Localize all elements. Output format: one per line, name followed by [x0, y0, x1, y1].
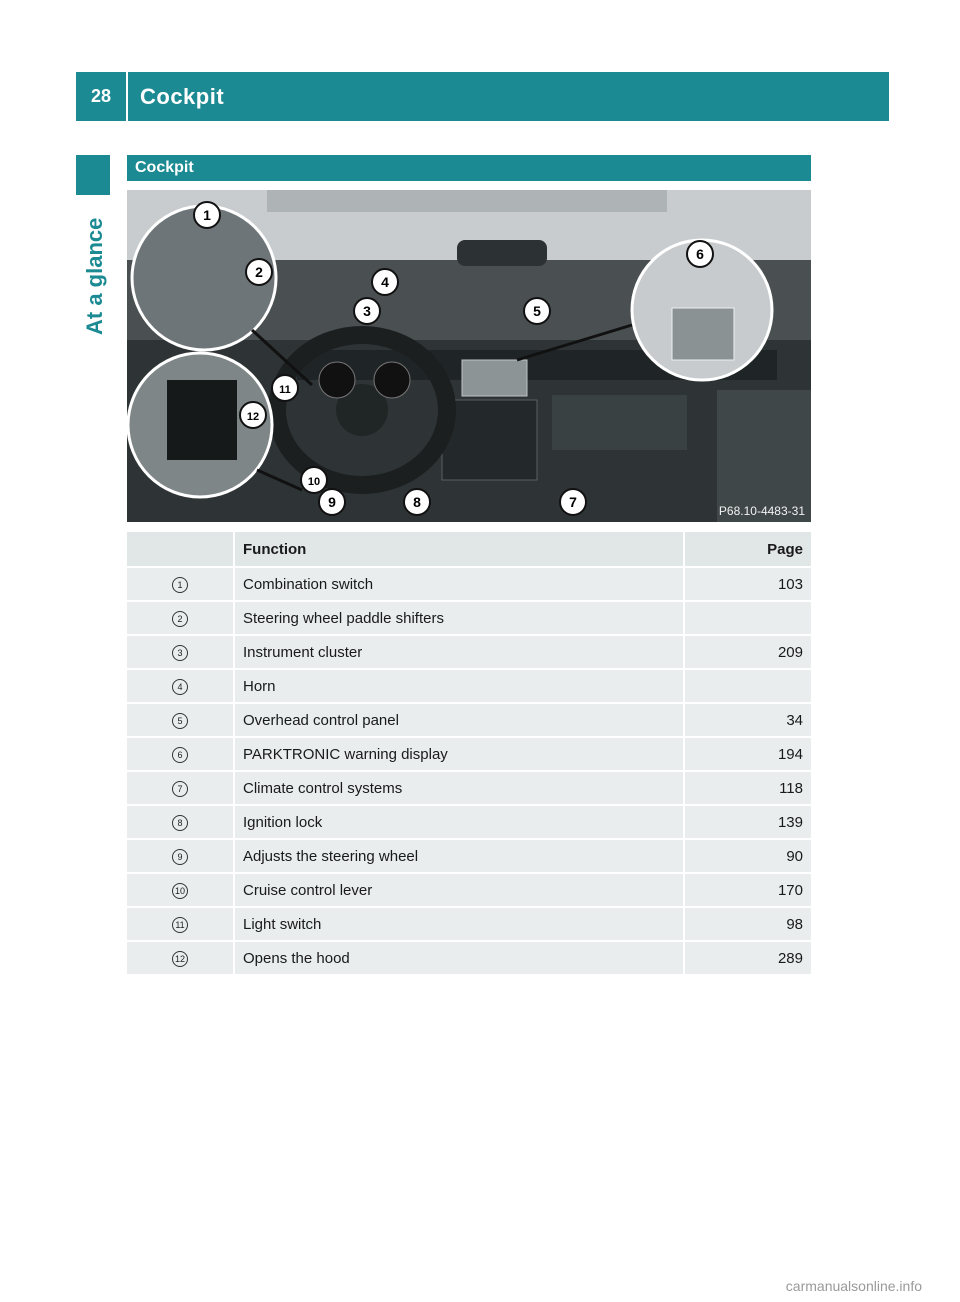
callout-7	[560, 489, 586, 515]
row-function: Combination switch	[235, 568, 685, 602]
table-row	[127, 874, 811, 908]
callout-1	[194, 202, 220, 228]
header-num	[127, 532, 235, 568]
svg-text:7: 7	[569, 494, 577, 510]
callout-3	[354, 298, 380, 324]
table-row	[127, 806, 811, 840]
row-page	[685, 670, 811, 704]
row-function: Climate control systems	[235, 772, 685, 806]
table-row	[127, 942, 811, 976]
row-page: 170	[685, 874, 811, 908]
row-number: 9	[172, 849, 188, 865]
row-function: Steering wheel paddle shifters	[235, 602, 685, 636]
callout-12	[240, 402, 266, 428]
table-row	[127, 568, 811, 602]
page-number: 28	[76, 72, 128, 121]
svg-text:6: 6	[696, 246, 704, 262]
svg-text:3: 3	[363, 303, 371, 319]
row-function: Adjusts the steering wheel	[235, 840, 685, 874]
watermark: carmanualsonline.info	[785, 1278, 922, 1294]
section-heading	[127, 155, 811, 181]
row-page	[685, 602, 811, 636]
row-number: 2	[172, 611, 188, 627]
table-header-row	[127, 532, 811, 568]
row-page: 103	[685, 568, 811, 602]
cockpit-illustration	[127, 190, 811, 522]
row-page: 98	[685, 908, 811, 942]
callout-4	[372, 269, 398, 295]
row-number: 7	[172, 781, 188, 797]
row-number: 6	[172, 747, 188, 763]
row-number: 4	[172, 679, 188, 695]
header-title: Cockpit	[140, 83, 225, 109]
svg-text:4: 4	[381, 274, 389, 290]
callout-11	[272, 375, 298, 401]
side-chapter-label: At a glance	[82, 217, 107, 335]
svg-text:8: 8	[413, 494, 421, 510]
table-row	[127, 840, 811, 874]
row-page: 139	[685, 806, 811, 840]
table-row	[127, 670, 811, 704]
table-row	[127, 602, 811, 636]
row-function: Ignition lock	[235, 806, 685, 840]
row-function: Light switch	[235, 908, 685, 942]
row-page: 118	[685, 772, 811, 806]
row-function: Cruise control lever	[235, 874, 685, 908]
row-number: 8	[172, 815, 188, 831]
cockpit-photo	[127, 190, 811, 522]
function-table	[127, 532, 811, 976]
svg-text:10: 10	[307, 476, 321, 488]
image-reference-code: P68.10-4483-31	[718, 504, 805, 518]
table-row	[127, 772, 811, 806]
row-page: 209	[685, 636, 811, 670]
side-tab	[76, 155, 110, 195]
table-row	[127, 908, 811, 942]
callout-10	[301, 467, 327, 493]
row-number: 3	[172, 645, 188, 661]
row-function: Opens the hood	[235, 942, 685, 976]
callout-8	[404, 489, 430, 515]
svg-text:9: 9	[328, 494, 336, 510]
header-page: Page	[685, 532, 811, 568]
callout-9	[319, 489, 345, 515]
svg-text:11: 11	[279, 384, 291, 396]
row-function: Overhead control panel	[235, 704, 685, 738]
row-number: 12	[172, 951, 188, 967]
table-row	[127, 738, 811, 772]
callout-5	[524, 298, 550, 324]
row-number: 1	[172, 577, 188, 593]
callout-6	[687, 241, 713, 267]
row-number: 11	[172, 917, 188, 933]
svg-text:1: 1	[203, 207, 211, 223]
page-header	[76, 72, 889, 121]
section-title: Cockpit	[135, 159, 194, 176]
callout-2	[246, 259, 272, 285]
row-number: 5	[172, 713, 188, 729]
svg-text:5: 5	[533, 303, 541, 319]
row-page: 90	[685, 840, 811, 874]
row-page: 34	[685, 704, 811, 738]
table-row	[127, 704, 811, 738]
row-function: Horn	[235, 670, 685, 704]
header-function: Function	[235, 532, 685, 568]
svg-text:12: 12	[246, 411, 260, 423]
row-page: 194	[685, 738, 811, 772]
row-function: Instrument cluster	[235, 636, 685, 670]
table-row	[127, 636, 811, 670]
row-function: PARKTRONIC warning display	[235, 738, 685, 772]
row-page: 289	[685, 942, 811, 976]
row-number: 10	[172, 883, 188, 899]
svg-text:2: 2	[255, 264, 263, 280]
